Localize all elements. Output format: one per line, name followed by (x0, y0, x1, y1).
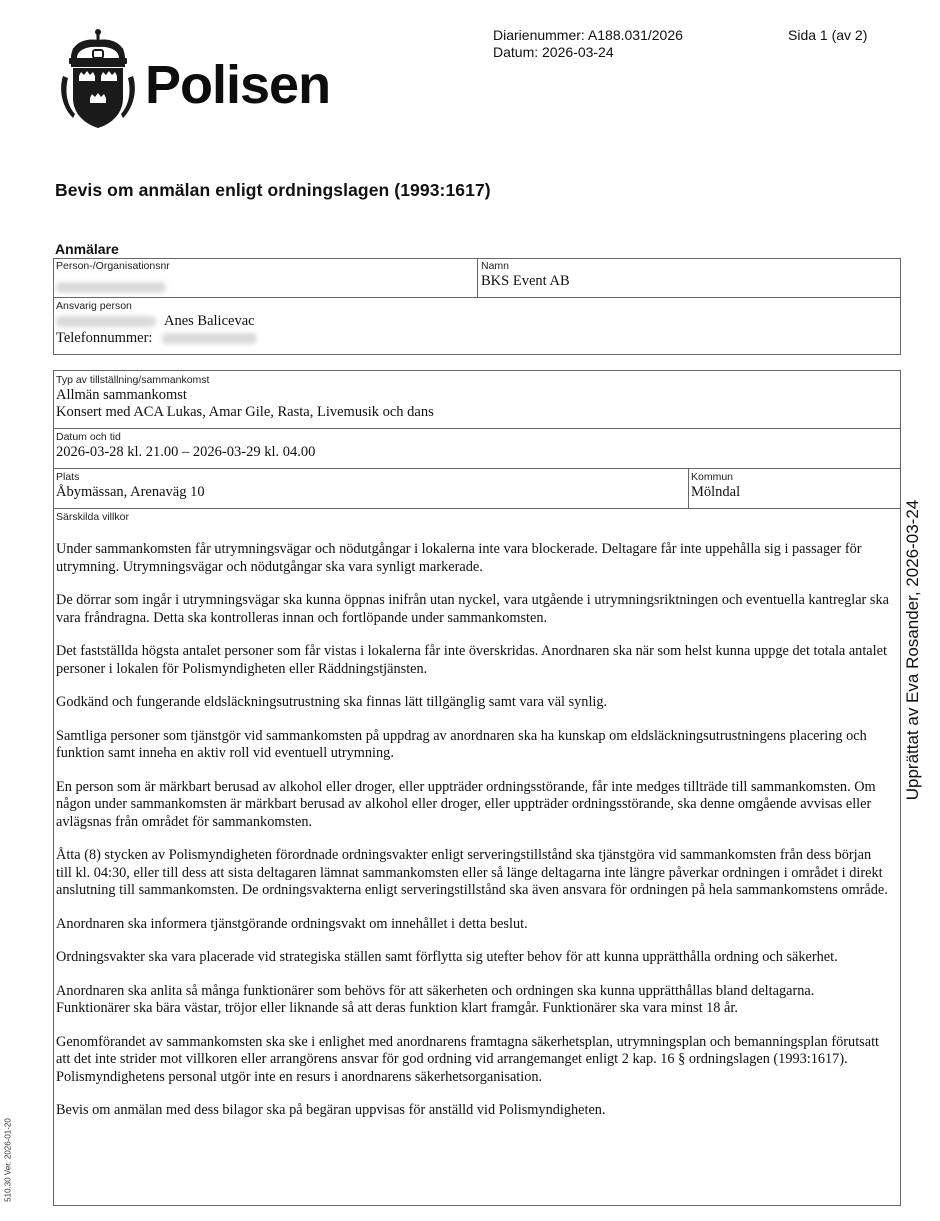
condition-4: Godkänd och fungerande eldsläckningsutrustning ska finnas lätt tillgänglig samt vara väl synlig. (56, 694, 608, 710)
namn-cell (481, 260, 896, 297)
conditions-list (56, 541, 898, 1120)
document-meta (493, 27, 683, 61)
namn-label: Namn (481, 260, 510, 272)
datum-cell (56, 431, 896, 461)
condition-5: Samtliga personer som tjänstgör vid sammankomsten på uppdrag av anordnaren ska ha kunskap om eldsläckningsutrustningens placering och funktion samt inneha en aktiv roll vid eventuell utrymning. (56, 727, 867, 761)
polisen-logo (57, 28, 347, 138)
condition-2: De dörrar som ingår i utrymningsvägar ska kunna öppnas inifrån utan nyckel, vara utgående i utrymningsriktningen och eventuella kantreglar ska vara fråndragna. Detta ska kontrolleras innan och fortlöpande under sammankomsten. (56, 592, 889, 626)
namn-value: BKS Event AB (481, 273, 570, 289)
typ-value: Allmän sammankomst (56, 387, 187, 403)
condition-12: Bevis om anmälan med dess bilagor ska på begäran uppvisas för anställd vid Polismyndigheten. (56, 1102, 606, 1118)
typ-label: Typ av tillställning/sammankomst (56, 374, 210, 386)
plats-value: Åbymässan, Arenaväg 10 (56, 484, 205, 500)
diarienummer: Diarienummer: A188.031/2026 (493, 27, 683, 43)
event-box (53, 370, 901, 1206)
condition-6: En person som är märkbart berusad av alkohol eller droger, eller uppträder ordningsstörande, får inte medges tillträde till sammankomsten. Om någon under sammankomsten är märkbart berusad av alkohol eller droger, eller uppträder ordningsstörande, ska denne omgående avvisas eller avlägsnas från området för sammankomsten. (56, 778, 876, 830)
document-date: Datum: 2026-03-24 (493, 44, 614, 60)
kommun-cell (691, 471, 896, 501)
plats-cell (56, 471, 684, 501)
form-version: 510.30 Ver. 2026-01-20 (3, 1118, 13, 1202)
villkor-cell (56, 511, 898, 1136)
datum-value: 2026-03-28 kl. 21.00 – 2026-03-29 kl. 04.00 (56, 444, 316, 460)
orgnr-label: Person-/Organisationsnr (56, 260, 170, 272)
redacted-orgnr (56, 282, 166, 293)
plats-label: Plats (56, 471, 80, 483)
document-title: Bevis om anmälan enligt ordningslagen (1993:1617) (55, 180, 491, 200)
kommun-value: Mölndal (691, 484, 741, 500)
page-indicator: Sida 1 (av 2) (788, 27, 868, 43)
condition-8: Anordnaren ska informera tjänstgörande ordningsvakt om innehållet i detta beslut. (56, 915, 528, 932)
redacted-personnummer (56, 316, 156, 327)
telefon-label: Telefonnummer: (56, 330, 153, 346)
upprattat-av-note: Upprättat av Eva Rosander, 2026-03-24 (903, 499, 922, 801)
villkor-label: Särskilda villkor (56, 511, 129, 523)
condition-9: Ordningsvakter ska vara placerade vid strategiska ställen samt förflytta sig utefter behov för att kunna upprätthålla ordning och säkerhet. (56, 949, 838, 965)
ansvarig-label: Ansvarig person (56, 300, 132, 312)
typ-cell (56, 374, 896, 421)
condition-10: Anordnaren ska anlita så många funktionärer som behövs för att säkerheten och ordningen ska kunna upprätthållas bland deltagarna. Funktionärer ska bära västar, tröjor eller liknande så att deras funktion klart framgår. Funktionärer ska vara minst 18 år. (56, 982, 815, 1016)
logo-wordmark: Polisen (145, 55, 331, 115)
police-crest-icon (57, 28, 139, 132)
condition-1: Under sammankomsten får utrymningsvägar och nödutgångar i lokalerna inte vara blockerade. Deltagare får inte uppehålla sig i passager för utrymning. Utrymningsvägar och nödutgångar ska vara synligt markerade. (56, 541, 862, 575)
datum-label: Datum och tid (56, 431, 121, 443)
kommun-label: Kommun (691, 471, 734, 483)
anmalare-box (53, 258, 901, 355)
orgnr-cell (56, 260, 474, 297)
condition-7: Åtta (8) stycken av Polismyndigheten förordnade ordningsvakter enligt serveringstillstånd ska tjänstgöra vid sammankomsten från dess början till kl. 04:30, eller till dess att sista deltagaren lämnat sammankomsten eller så länge deltagarna inte längre påverkar ordningen i området i direkt anslutning till sammankomsten. De ordningsvakterna enligt serveringstillstånd ska även ansvara för ordningen på hela sammankomstens område. (56, 847, 888, 898)
condition-3: Det fastställda högsta antalet personer som får vistas i lokalerna får inte överskridas. Anordnaren ska när som helst kunna uppge det totala antalet personer i lokalen för Polismyndigheten eller Räddningstjänsten. (56, 643, 887, 677)
redacted-telefon (162, 333, 257, 344)
typ-description: Konsert med ACA Lukas, Amar Gile, Rasta, Livemusik och dans (56, 404, 434, 420)
ansvarig-value: Anes Balicevac (164, 313, 255, 329)
condition-11: Genomförandet av sammankomsten ska ske i enlighet med anordnarens framtagna säkerhetsplan, utrymningsplan och bemanningsplan förutsatt att det inte strider mot villkoren eller arrangörens ansvar för god ordning vid arrangemanget enligt 2 kap. 16 § ordningslagen (1993:1617). Polismyndighetens personal utgör inte en resurs i anordnarens säkerhetsorganisation. (56, 1033, 880, 1085)
section-anmalare-label: Anmälare (55, 241, 119, 257)
ansvarig-cell (56, 300, 856, 354)
